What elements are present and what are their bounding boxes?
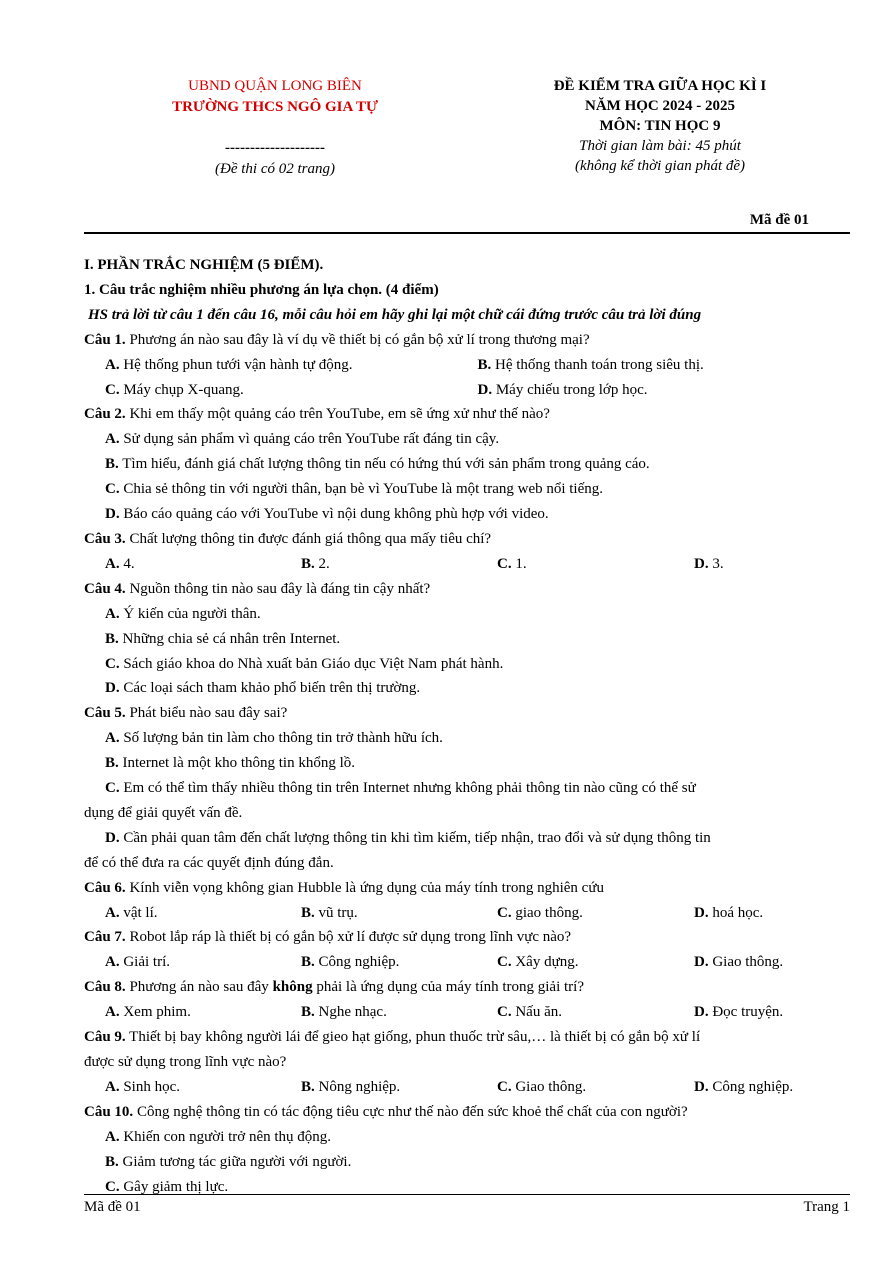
options-row	[84, 1075, 850, 1100]
separator-line: --------------------	[225, 140, 325, 156]
option-c: C. Gây giảm thị lực.	[105, 1178, 229, 1195]
option-a: A. Giải trí.	[105, 954, 170, 971]
school-year: NĂM HỌC 2024 - 2025	[585, 98, 735, 114]
question-text: Nguồn thông tin nào sau đây là đáng tin cậy nhất?	[125, 580, 431, 597]
instruction: HS trả lời từ câu 1 đến câu 16, mỗi câu hỏi em hãy ghi lại một chữ cái đứng trước câu trả lời đúng	[88, 306, 702, 323]
option-d: D. Các loại sách tham khảo phổ biến trên thị trường.	[105, 680, 421, 697]
time-limit: Thời gian làm bài: 45 phút	[579, 138, 741, 154]
option-c: C. Giao thông.	[497, 1078, 587, 1095]
question-8: Câu 8. Phương án nào sau đây không phải là ứng dụng của máy tính trong giải trí?	[84, 979, 584, 996]
question-10	[84, 1100, 850, 1125]
question-7	[84, 925, 850, 950]
question-label: Câu 10.	[84, 1103, 134, 1120]
options-row	[84, 1000, 850, 1025]
option-a: A. Sử dụng sản phẩm vì quảng cáo trên YouTube rất đáng tin cậy.	[105, 431, 500, 448]
question-text: Phát biểu nào sau đây sai?	[125, 705, 288, 722]
option-c: C. Chia sẻ thông tin với người thân, bạn bè vì YouTube là một trang web nổi tiếng.	[105, 481, 604, 498]
question-label: Câu 3.	[84, 530, 126, 547]
option-d: D. Giao thông.	[694, 954, 784, 971]
option-d: D. Cần phải quan tâm đến chất lượng thông tin khi tìm kiếm, tiếp nhận, trao đổi và sử dụng thông tin	[105, 829, 711, 846]
option-c: C. Nấu ăn.	[497, 1004, 562, 1021]
option-a: A. 4.	[105, 555, 135, 572]
options-row	[84, 378, 850, 403]
option-c: C. Em có thể tìm thấy nhiều thông tin trên Internet nhưng không phải thông tin nào cũng có thể sử	[105, 780, 696, 797]
question-text: Robot lắp ráp là thiết bị có gắn bộ xử lí được sử dụng trong lĩnh vực nào?	[125, 929, 572, 946]
exam-title: ĐỀ KIỂM TRA GIỮA HỌC KÌ I	[553, 78, 767, 94]
question-text: Khi em thấy một quảng cáo trên YouTube, em sẽ ứng xử như thế nào?	[125, 406, 550, 423]
option-d: D. Công nghiệp.	[694, 1078, 794, 1095]
subject: MÔN: TIN HỌC 9	[599, 118, 721, 134]
option-c: C. Sách giáo khoa do Nhà xuất bản Giáo dục Việt Nam phát hành.	[105, 655, 504, 672]
question-label: Câu 6.	[84, 879, 126, 896]
option-d: D. Máy chiếu trong lớp học.	[477, 381, 648, 398]
option-a: A. Hệ thống phun tưới vận hành tự động.	[105, 356, 353, 373]
question-4	[84, 577, 850, 602]
question-label: Câu 2.	[84, 406, 126, 423]
option-b: B. Tìm hiểu, đánh giá chất lượng thông tin nếu có hứng thú với sản phẩm trong quảng cáo.	[105, 456, 650, 473]
time-note: (không kể thời gian phát đề)	[574, 158, 746, 174]
option-a: A. Sinh học.	[105, 1078, 181, 1095]
option-a: A. Ý kiến của người thân.	[105, 605, 261, 622]
exam-content	[84, 253, 850, 1199]
page-footer	[84, 1199, 850, 1216]
header-divider	[84, 232, 850, 234]
question-text: Phương án nào sau đây là ví dụ về thiết bị có gắn bộ xử lí trong thương mại?	[125, 331, 590, 348]
question-text: Chất lượng thông tin được đánh giá thông qua mấy tiêu chí?	[125, 530, 492, 547]
option-c: C. giao thông.	[497, 904, 583, 921]
options-row	[84, 950, 850, 975]
option-d: D. 3.	[694, 555, 724, 572]
option-c: C. 1.	[497, 555, 527, 572]
question-text: Kính viễn vọng không gian Hubble là ứng dụng của máy tính trong nghiên cứu	[125, 879, 604, 896]
option-a: A. Khiến con người trở nên thụ động.	[105, 1128, 332, 1145]
question-2	[84, 402, 850, 427]
question-label: Câu 4.	[84, 580, 126, 597]
school-name: TRƯỜNG THCS NGÔ GIA TỰ	[172, 99, 378, 115]
page-number: Trang 1	[803, 1199, 850, 1215]
question-text: Công nghệ thông tin có tác động tiêu cực như thế nào đến sức khoẻ thể chất của con người?	[133, 1103, 688, 1120]
option-b: B. Công nghiệp.	[301, 954, 400, 971]
option-c-continued: dụng để giải quyết vấn đề.	[84, 804, 243, 821]
option-b: B. Hệ thống thanh toán trong siêu thị.	[477, 356, 704, 373]
question-5	[84, 701, 850, 726]
question-9-continued: được sử dụng trong lĩnh vực nào?	[84, 1054, 287, 1070]
question-6	[84, 876, 850, 901]
option-b: B. Giảm tương tác giữa người với người.	[105, 1153, 352, 1170]
options-row	[84, 552, 850, 577]
option-b: B. 2.	[301, 555, 330, 572]
option-a: A. vật lí.	[105, 904, 158, 921]
option-b: B. Internet là một kho thông tin khổng lồ.	[105, 755, 355, 772]
options-row	[84, 901, 850, 926]
page-count-note: (Đề thi có 02 trang)	[215, 161, 335, 177]
option-d-continued: để có thể đưa ra các quyết định đúng đắn.	[84, 854, 334, 871]
option-d: D. Đọc truyện.	[694, 1004, 784, 1021]
option-b: B. Nông nghiệp.	[301, 1078, 401, 1095]
subsection-title: 1. Câu trắc nghiệm nhiều phương án lựa chọn. (4 điểm)	[84, 281, 439, 298]
options-row	[84, 353, 850, 378]
option-d: D. hoá học.	[694, 904, 764, 921]
question-9	[84, 1025, 850, 1050]
question-1	[84, 328, 850, 353]
option-b: B. Nghe nhạc.	[301, 1004, 387, 1021]
footer-exam-code: Mã đề 01	[84, 1199, 141, 1215]
header-right	[500, 76, 820, 176]
option-d: D. Báo cáo quảng cáo với YouTube vì nội dung không phù hợp với video.	[105, 506, 549, 523]
footer-divider	[84, 1194, 850, 1195]
option-c: C. Xây dựng.	[497, 954, 579, 971]
question-label: Câu 9.	[84, 1029, 126, 1046]
question-label: Câu 7.	[84, 929, 126, 946]
question-text: Thiết bị bay không người lái để gieo hạt giống, phun thuốc trừ sâu,… là thiết bị có gắn bộ xử lí	[125, 1029, 701, 1046]
header-left	[130, 76, 420, 180]
question-label: Câu 8.	[84, 979, 126, 996]
question-3	[84, 527, 850, 552]
option-c: C. Máy chụp X-quang.	[105, 381, 244, 398]
option-b: B. Những chia sẻ cá nhân trên Internet.	[105, 630, 341, 647]
district-name: UBND QUẬN LONG BIÊN	[188, 78, 362, 94]
exam-code: Mã đề 01	[749, 212, 809, 228]
section-title: I. PHẦN TRẮC NGHIỆM (5 ĐIỂM).	[84, 257, 324, 273]
question-label: Câu 5.	[84, 705, 126, 722]
emphasis-word: không	[272, 979, 313, 996]
option-a: A. Số lượng bản tin làm cho thông tin trở thành hữu ích.	[105, 730, 443, 747]
question-label: Câu 1.	[84, 331, 126, 348]
option-a: A. Xem phim.	[105, 1004, 191, 1021]
option-b: B. vũ trụ.	[301, 904, 358, 921]
